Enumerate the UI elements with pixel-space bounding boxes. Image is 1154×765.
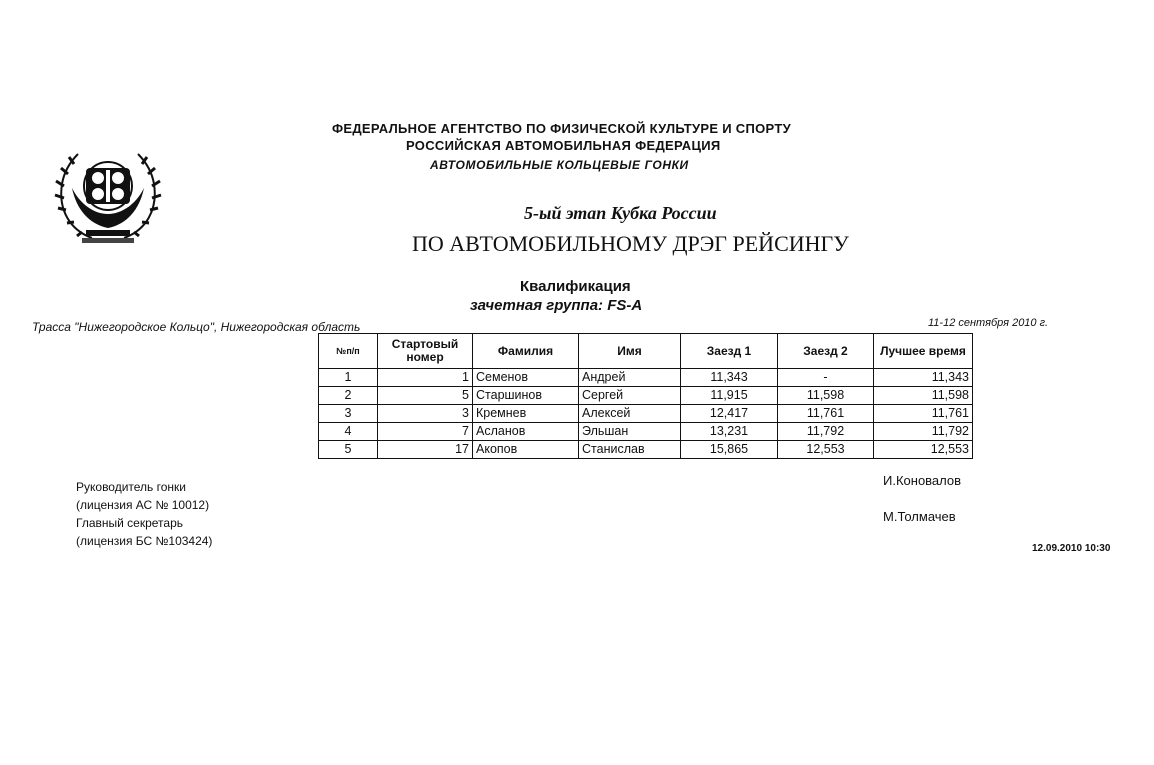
cell-start: 7 [378,423,473,441]
cell-best: 11,343 [874,369,973,387]
stage-title: 5-ый этап Кубка России [524,203,717,223]
cell-surname: Асланов [473,423,579,441]
cell-surname: Семенов [473,369,579,387]
discipline-title: АВТОМОБИЛЬНЫЕ КОЛЬЦЕВЫЕ ГОНКИ [430,158,689,172]
cell-start: 5 [378,387,473,405]
cell-run2: 11,598 [778,387,874,405]
cell-best: 11,792 [874,423,973,441]
cell-start: 1 [378,369,473,387]
secretary-license: (лицензия БС №103424) [76,534,213,548]
cell-run1: 15,865 [681,441,778,459]
secretary-name: М.Толмачев [883,509,956,524]
cell-pos: 1 [319,369,378,387]
session-title: Квалификация [520,278,631,295]
table-row [319,369,973,387]
table-row [319,405,973,423]
cell-best: 11,598 [874,387,973,405]
col-header: Имя [579,334,681,369]
cell-run2: 11,792 [778,423,874,441]
cell-pos: 2 [319,387,378,405]
col-header: Заезд 2 [778,334,874,369]
federation-title: РОССИЙСКАЯ АВТОМОБИЛЬНАЯ ФЕДЕРАЦИЯ [406,138,721,153]
cell-run1: 11,343 [681,369,778,387]
cell-best: 11,761 [874,405,973,423]
table-row [319,423,973,441]
cell-run2: 11,761 [778,405,874,423]
cell-pos: 4 [319,423,378,441]
cell-name: Алексей [579,405,681,423]
director-name: И.Коновалов [883,473,962,488]
col-header: Фамилия [473,334,579,369]
table-header-row [319,334,973,369]
print-timestamp: 12.09.2010 10:30 [1032,543,1111,554]
cell-name: Андрей [579,369,681,387]
cell-run1: 11,915 [681,387,778,405]
cell-name: Станислав [579,441,681,459]
cell-pos: 3 [319,405,378,423]
event-title: ПО АВТОМОБИЛЬНОМУ ДРЭГ РЕЙСИНГУ [412,231,849,256]
cell-pos: 5 [319,441,378,459]
cell-start: 3 [378,405,473,423]
results-table [318,333,973,459]
col-header: №п/п [319,334,378,369]
secretary-title: Главный секретарь [76,516,183,530]
cell-start: 17 [378,441,473,459]
group-title: зачетная группа: FS-A [470,297,643,314]
agency-title: ФЕДЕРАЛЬНОЕ АГЕНТСТВО ПО ФИЗИЧЕСКОЙ КУЛЬТУРЕ И СПОРТУ [332,121,791,136]
col-header: Заезд 1 [681,334,778,369]
cell-name: Эльшан [579,423,681,441]
cell-surname: Старшинов [473,387,579,405]
track-name: Трасса "Нижегородское Кольцо", Нижегородская область [32,320,361,334]
cell-surname: Акопов [473,441,579,459]
cell-surname: Кремнев [473,405,579,423]
federation-emblem-logo [52,148,164,248]
table-row [319,387,973,405]
table-row [319,441,973,459]
cell-run2: 12,553 [778,441,874,459]
col-header: Лучшее время [874,334,973,369]
director-license: (лицензия АС № 10012) [76,498,210,512]
col-header: Стартовый номер [378,334,473,369]
cell-name: Сергей [579,387,681,405]
director-title: Руководитель гонки [76,480,187,494]
event-dates: 11-12 сентября 2010 г. [928,317,1049,329]
cell-run1: 13,231 [681,423,778,441]
cell-run1: 12,417 [681,405,778,423]
cell-run2: - [778,369,874,387]
cell-best: 12,553 [874,441,973,459]
